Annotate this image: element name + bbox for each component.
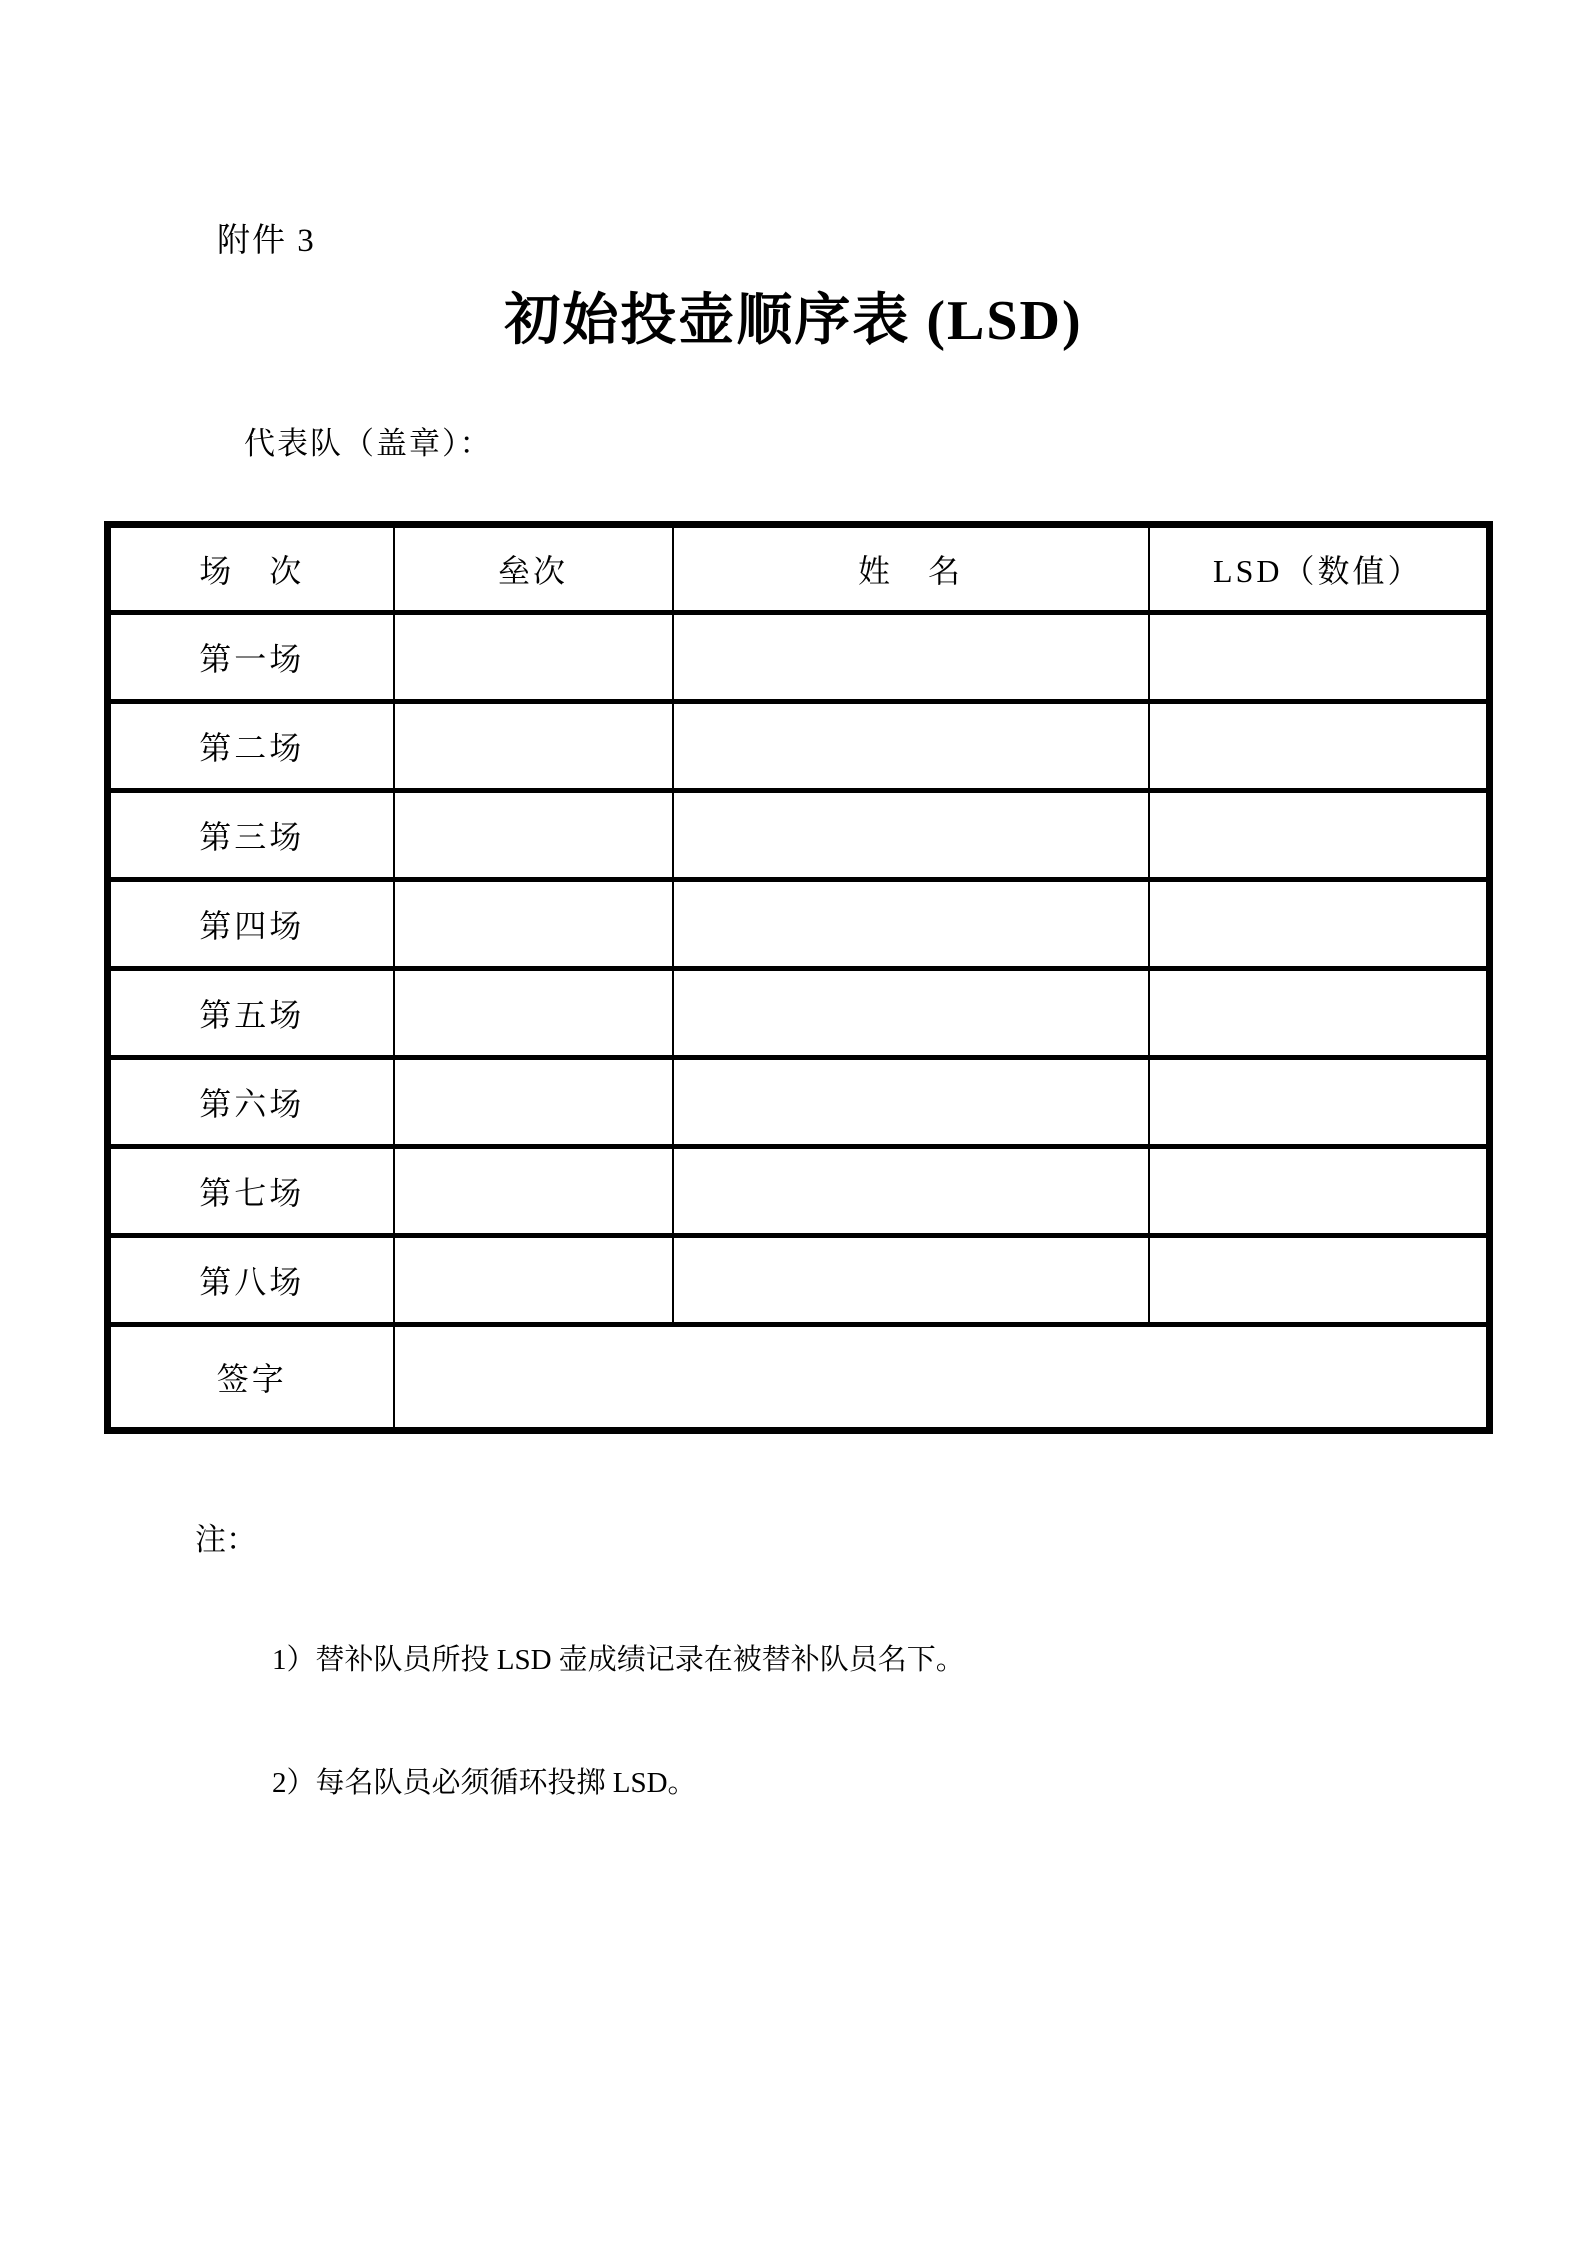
lsd-cell bbox=[1149, 969, 1490, 1058]
notes-list bbox=[272, 1558, 965, 1886]
note-item-2: 2）每名队员必须循环投掷 LSD。 bbox=[272, 1767, 697, 1799]
name-cell bbox=[673, 1147, 1149, 1236]
notes-label: 注： bbox=[195, 1522, 257, 1557]
name-cell bbox=[673, 1058, 1149, 1147]
team-stamp-label: 代表队（盖章）： bbox=[244, 426, 493, 461]
base-order-cell bbox=[394, 702, 673, 791]
signature-label: 签字 bbox=[108, 1325, 394, 1431]
base-order-cell bbox=[394, 1147, 673, 1236]
name-cell bbox=[673, 969, 1149, 1058]
name-cell bbox=[673, 613, 1149, 702]
base-order-cell bbox=[394, 1058, 673, 1147]
name-cell bbox=[673, 791, 1149, 880]
header-lsd-value: LSD（数值） bbox=[1149, 525, 1490, 613]
base-order-cell bbox=[394, 1236, 673, 1325]
table-row bbox=[108, 1236, 1490, 1325]
header-name: 姓 名 bbox=[673, 525, 1149, 613]
header-session: 场 次 bbox=[108, 525, 394, 613]
session-label: 第三场 bbox=[108, 791, 394, 880]
table-header-row bbox=[108, 525, 1490, 613]
session-label: 第四场 bbox=[108, 880, 394, 969]
table-row bbox=[108, 613, 1490, 702]
lsd-cell bbox=[1149, 1058, 1490, 1147]
table-row bbox=[108, 969, 1490, 1058]
session-label: 第八场 bbox=[108, 1236, 394, 1325]
session-label: 第五场 bbox=[108, 969, 394, 1058]
lsd-cell bbox=[1149, 1147, 1490, 1236]
lsd-order-table bbox=[104, 521, 1493, 1434]
name-cell bbox=[673, 1236, 1149, 1325]
name-cell bbox=[673, 702, 1149, 791]
session-label: 第六场 bbox=[108, 1058, 394, 1147]
table-row bbox=[108, 1147, 1490, 1236]
session-label: 第七场 bbox=[108, 1147, 394, 1236]
note-item-1: 1）替补队员所投 LSD 壶成绩记录在被替补队员名下。 bbox=[272, 1644, 965, 1676]
signature-row bbox=[108, 1325, 1490, 1431]
base-order-cell bbox=[394, 613, 673, 702]
base-order-cell bbox=[394, 791, 673, 880]
name-cell bbox=[673, 880, 1149, 969]
page-title: 初始投壶顺序表 (LSD) bbox=[504, 290, 1083, 352]
session-label: 第二场 bbox=[108, 702, 394, 791]
attachment-number-label: 附件 3 bbox=[217, 223, 316, 259]
lsd-cell bbox=[1149, 1236, 1490, 1325]
lsd-cell bbox=[1149, 791, 1490, 880]
session-label: 第一场 bbox=[108, 613, 394, 702]
table-row bbox=[108, 791, 1490, 880]
lsd-cell bbox=[1149, 702, 1490, 791]
signature-cell bbox=[394, 1325, 1490, 1431]
header-base-order: 垒次 bbox=[394, 525, 673, 613]
lsd-cell bbox=[1149, 880, 1490, 969]
table-row bbox=[108, 1058, 1490, 1147]
table-row bbox=[108, 880, 1490, 969]
base-order-cell bbox=[394, 969, 673, 1058]
base-order-cell bbox=[394, 880, 673, 969]
table-row bbox=[108, 702, 1490, 791]
lsd-cell bbox=[1149, 613, 1490, 702]
